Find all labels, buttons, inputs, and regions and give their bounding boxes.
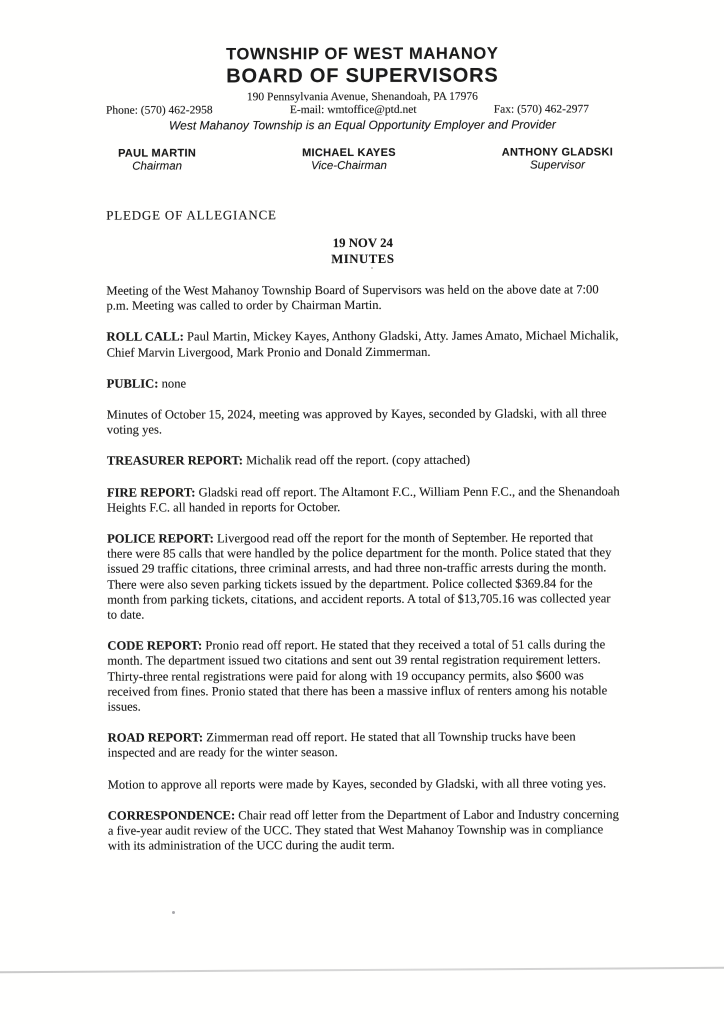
section-label: ROAD REPORT: (107, 730, 204, 745)
date-block (106, 235, 619, 267)
paragraph-text: Paul Martin, Mickey Kayes, Anthony Gladski, Atty. James Amato, Michael Michalik, Chief Marvin Livergood, Mark Pronio and Donald Zimmerman. (106, 328, 619, 360)
paragraph-fire-report (107, 484, 620, 516)
paragraph-text: Livergood read off the report for the month of September. He reported that there were 85 calls that were handled by the police department for the month. Police stated that they issued 29 traffic citations, three criminal arrests, and had three non-traffic arrests during the month. There were also seven parking tickets issued by the department. Police collected $369.84 for the month from parking tickets, citations, and accident reports. A total of $13,705.16 was collected year to date. (107, 530, 612, 622)
paragraph-public (107, 375, 620, 392)
officer-name: PAUL MARTIN (118, 147, 197, 160)
paragraph-police-report (107, 530, 620, 623)
paragraph-minutes-approval (107, 406, 620, 438)
email-address: E-mail: wmtoffice@ptd.net (289, 103, 417, 117)
paragraph-code-report (107, 638, 620, 715)
pledge-of-allegiance-heading: PLEDGE OF ALLEGIANCE (106, 207, 277, 223)
paragraph-text: Pronio read off report. He stated that they received a total of 51 calls during the month. The department issued two citations and sent out 39 rental registration requirement letters. Thirty-three rental registrations were paid for along with 19 occupancy permits, also $600 was received from fines. Pronio stated that there has been a massive influx of renters among his notable issues. (107, 637, 608, 714)
scan-dot-artifact (172, 911, 175, 914)
officer-title: Supervisor (529, 159, 585, 172)
officer-supervisor (502, 146, 613, 171)
section-label: CORRESPONDENCE: (107, 808, 236, 823)
officer-name: MICHAEL KAYES (302, 146, 396, 160)
meeting-date: 19 NOV 24 (332, 235, 393, 251)
paragraph-road-report (108, 730, 621, 762)
paragraph-correspondence (108, 807, 621, 854)
letterhead (106, 44, 619, 172)
officers-row (106, 146, 619, 172)
officer-chairman (118, 147, 196, 172)
paragraph-text: Minutes of October 15, 2024, meeting was approved by Kayes, seconded by Gladski, with all three voting yes. (106, 406, 607, 437)
paragraph-text: Zimmerman read off report. He stated that all Township trucks have been inspected and are ready for the winter season. (107, 729, 576, 761)
section-label: CODE REPORT: (107, 638, 203, 653)
township-name: TOWNSHIP OF WEST MAHANOY (226, 44, 499, 64)
minutes-body (106, 282, 620, 854)
paragraph-text: none (158, 376, 187, 391)
officer-title: Chairman (132, 160, 183, 173)
section-label: ROLL CALL: (106, 329, 184, 345)
paragraph-roll-call (107, 329, 620, 361)
officer-vice-chairman (302, 147, 396, 172)
fax-number: Fax: (570) 462-2977 (493, 103, 589, 116)
section-label: TREASURER REPORT: (106, 453, 244, 469)
paragraph-text: Gladski read off report. The Altamont F.C., William Penn F.C., and the Shenandoah Heights F.C. all handed in reports for October. (106, 483, 620, 515)
contact-row (106, 103, 619, 116)
paragraph-text: Chair read off letter from the Department of Labor and Industry concerning a five-year audit review of the UCC. They stated that West Mahanoy Township was in compliance with its administration of the UCC during the audit term. (107, 807, 619, 853)
paragraph-opening (106, 282, 619, 314)
minutes-heading: MINUTES (331, 251, 395, 266)
paragraph-text: Meeting of the West Mahanoy Township Board of Supervisors was held on the above date at 7:00 p.m. Meeting was called to order by Chairman Martin. (106, 282, 599, 313)
address-line: 190 Pennsylvania Avenue, Shenandoah, PA 17976 (246, 90, 478, 104)
section-label: FIRE REPORT: (106, 485, 196, 500)
officer-title: Vice-Chairman (311, 159, 387, 173)
paragraph-motion-approve-reports (108, 776, 621, 793)
section-label: PUBLIC: (106, 376, 159, 391)
paragraph-text: Michalik read off the report. (copy attached) (242, 453, 471, 468)
equal-opportunity-tagline: West Mahanoy Township is an Equal Opportunity Employer and Provider (169, 117, 556, 133)
scan-dot-artifact (371, 267, 373, 269)
paragraph-treasurer-report (107, 453, 620, 470)
paragraph-text: Motion to approve all reports were made by Kayes, seconded by Gladski, with all three voting yes. (107, 776, 607, 792)
phone-number: Phone: (570) 462-2958 (105, 104, 213, 117)
section-label: POLICE REPORT: (107, 531, 214, 546)
officer-name: ANTHONY GLADSKI (501, 146, 614, 159)
board-name: BOARD OF SUPERVISORS (226, 64, 499, 88)
